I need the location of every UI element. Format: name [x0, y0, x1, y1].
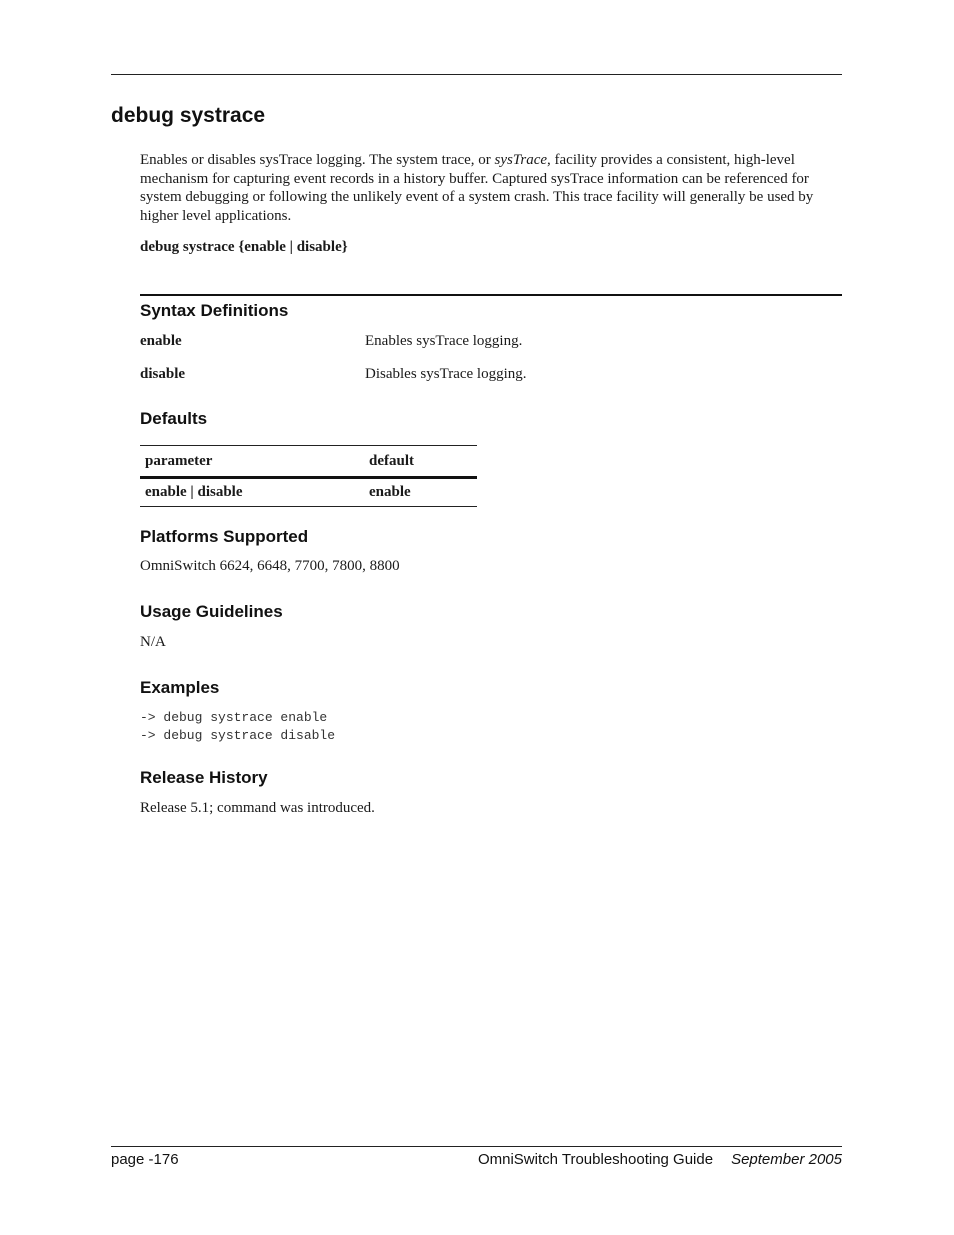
section-divider: [140, 294, 842, 296]
page-title: debug systrace: [111, 104, 266, 127]
platforms-heading: Platforms Supported: [140, 527, 309, 546]
page-number: page -176: [111, 1151, 179, 1168]
publication-date: September 2005: [731, 1151, 842, 1168]
example-line-disable: -> debug systrace disable: [140, 728, 336, 743]
description-text-start: Enables or disables sysTrace logging. The system trace, or: [140, 152, 495, 168]
command-syntax: debug systrace {enable | disable}: [140, 239, 348, 255]
example-line-enable: -> debug systrace enable: [140, 710, 328, 725]
release-history-text: Release 5.1; command was introduced.: [140, 800, 375, 816]
syntax-definitions-heading: Syntax Definitions: [140, 301, 289, 320]
platforms-text: OmniSwitch 6624, 6648, 7700, 7800, 8800: [140, 558, 400, 574]
footer-rule: [111, 1146, 842, 1147]
description-text-end: , facility provides a consistent, high-level mechanism for capturing event records in a history buffer. Captured sysTrace information can be referenced for system debugging or following the unlikely event of a system crash. This trace facility will generally be used by higher level applications.: [140, 152, 814, 224]
header-default: default: [364, 446, 477, 478]
defaults-table-header: [140, 446, 477, 478]
description-italic-term: sysTrace: [494, 152, 548, 168]
usage-text: N/A: [140, 634, 166, 650]
release-history-heading: Release History: [140, 768, 268, 787]
syntax-desc-enable: Enables sysTrace logging.: [365, 333, 523, 349]
examples-heading: Examples: [140, 678, 220, 697]
header-rule: [111, 74, 842, 75]
cell-parameter: enable | disable: [140, 478, 364, 507]
cell-default: enable: [364, 478, 477, 507]
syntax-term-enable: enable: [140, 333, 182, 349]
usage-heading: Usage Guidelines: [140, 602, 283, 621]
defaults-table: [140, 445, 477, 507]
syntax-desc-disable: Disables sysTrace logging.: [365, 366, 527, 382]
command-description: [140, 151, 840, 225]
header-parameter: parameter: [140, 446, 364, 478]
syntax-term-disable: disable: [140, 366, 186, 382]
table-row: [140, 478, 477, 507]
guide-title: OmniSwitch Troubleshooting Guide: [477, 1151, 714, 1168]
footer-info: [478, 1151, 842, 1168]
defaults-heading: Defaults: [140, 409, 208, 428]
